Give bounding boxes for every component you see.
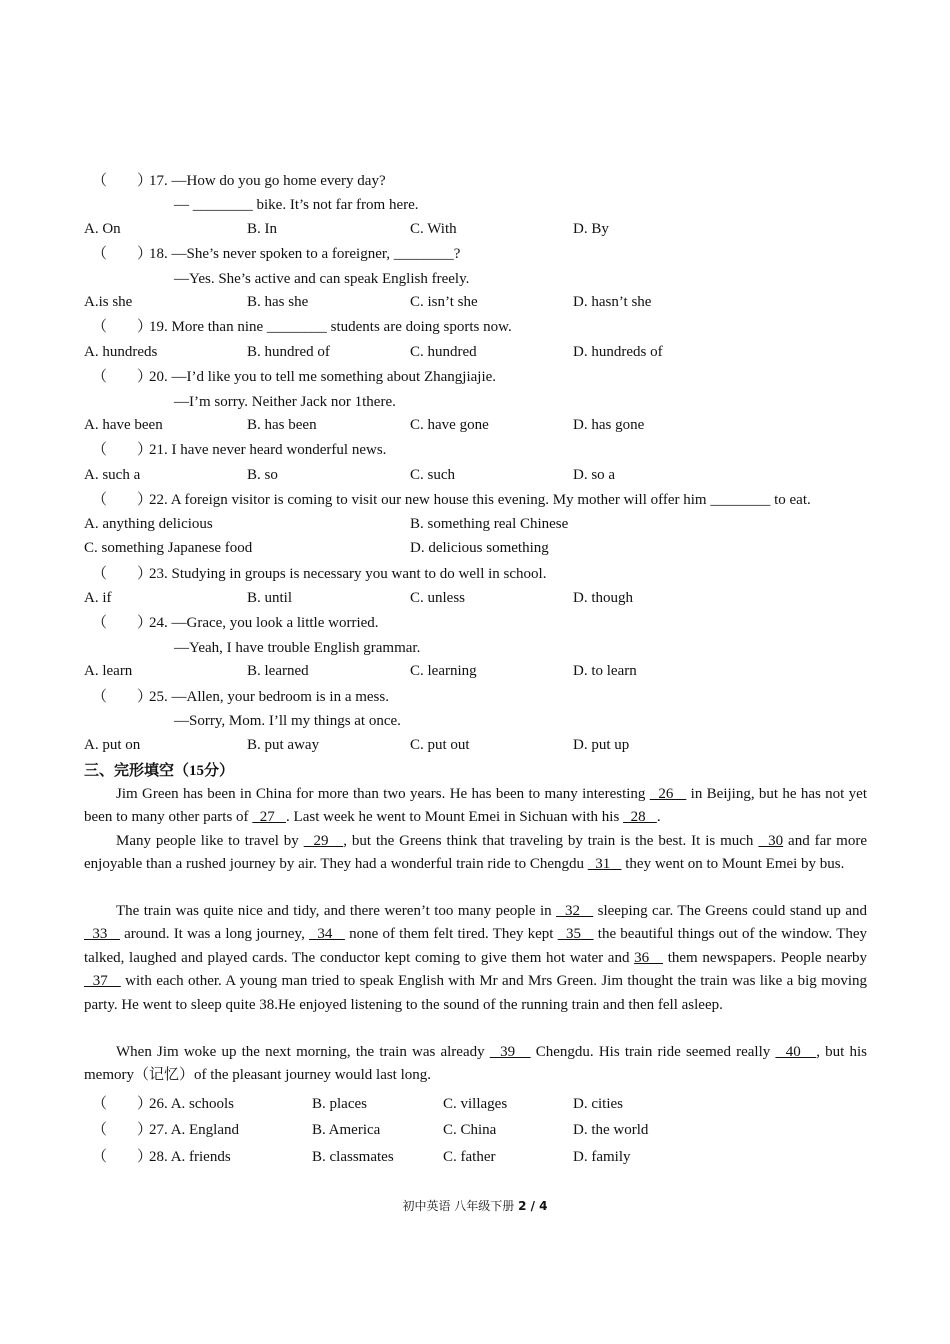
question-25-line2: —Sorry, Mom. I’ll my things at once. — [174, 713, 401, 729]
blank-31: 31 — [587, 856, 622, 873]
cloze-27-b: B. America — [312, 1122, 381, 1138]
answer-paren: （ ） — [92, 369, 153, 385]
cloze-26-a: 26. A. schools — [149, 1096, 235, 1112]
question-22: 22. A foreign visitor is coming to visit our new house this evening. My mother will offer him ________ to eat. — [149, 492, 811, 508]
passage-paragraph-1: Jim Green has been in China for more than two years. He has been to many interesting 26 in Beijing, but he has not yet been to many other parts of 27 . Last week he went to Mount Emei in Sichuan with his 28 . — [84, 786, 867, 826]
option-23-b: B. until — [247, 590, 293, 606]
option-18-a: A.is she — [84, 294, 133, 310]
question-17-line2: — ________ bike. It’s not far from here. — [174, 197, 419, 213]
passage-paragraph-2: Many people like to travel by 29 , but the Greens think that traveling by train is the best. It is much 30 and far more enjoyable than a rushed journey by air. They had a wonderful train ride to Chengdu 31 they went on to Mount Emei by bus. — [84, 833, 867, 873]
cloze-26-d: D. cities — [573, 1096, 623, 1112]
option-19-a: A. hundreds — [84, 344, 158, 360]
question-24-line2: —Yeah, I have trouble English grammar. — [174, 640, 421, 656]
answer-paren: （ ） — [92, 246, 153, 262]
blank-29: 29 — [303, 833, 344, 849]
answer-paren: （ ） — [92, 1122, 153, 1138]
option-24-c: C. learning — [410, 663, 477, 679]
question-21: 21. I have never heard wonderful news. — [149, 442, 387, 458]
blank-37: 37 — [84, 973, 121, 990]
passage-paragraph-4: When Jim woke up the next morning, the train was already 39 Chengdu. His train ride seemed really 40 , but his memory（记忆）of the pleasant journey would last long. — [84, 1044, 867, 1084]
option-24-b: B. learned — [247, 663, 309, 679]
option-23-c: C. unless — [410, 590, 466, 606]
cloze-28-b: B. classmates — [312, 1149, 394, 1165]
option-18-b: B. has she — [247, 294, 309, 310]
option-22-d: D. delicious something — [410, 540, 549, 556]
passage-paragraph-3: The train was quite nice and tidy, and there weren’t too many people in 32 sleeping car. The Greens could stand up and 33 around. It was a long journey, 34 none of them felt tired. They kept 35 the beautiful things out of the window. They talked, laughed and played cards. The conductor kept coming to give them hot water and 36 them newspapers. People nearby 37 with each other. A young man tried to speak English with Mr and Mrs Green. Jim thought the train was like a big moving party. He went to sleep quite 38.He enjoyed listening to the sound of the running train and then fell asleep. — [84, 903, 868, 1013]
blank-40: 40 — [775, 1044, 817, 1060]
option-18-d: D. hasn’t she — [573, 294, 652, 310]
blank-27: 27 — [252, 809, 287, 826]
blank-30: 30 — [758, 833, 784, 849]
option-24-a: A. learn — [84, 663, 133, 679]
option-20-b: B. has been — [247, 417, 317, 433]
question-24: 24. —Grace, you look a little worried. — [149, 615, 379, 631]
option-20-a: A. have been — [84, 417, 163, 433]
option-18-c: C. isn’t she — [410, 294, 478, 310]
cloze-27-d: D. the world — [573, 1122, 649, 1138]
blank-34: 34 — [309, 926, 345, 943]
option-22-a: A. anything delicious — [84, 516, 213, 532]
cloze-26-c: C. villages — [443, 1096, 508, 1112]
option-25-d: D. put up — [573, 737, 630, 753]
blank-28: 28 — [623, 809, 657, 826]
cloze-26-b: B. places — [312, 1096, 367, 1112]
answer-paren: （ ） — [92, 689, 153, 705]
question-18: 18. —She’s never spoken to a foreigner, ________? — [149, 246, 461, 262]
option-25-a: A. put on — [84, 737, 141, 753]
option-21-b: B. so — [247, 467, 278, 483]
option-21-c: C. such — [410, 467, 455, 483]
question-25: 25. —Allen, your bedroom is in a mess. — [149, 689, 389, 705]
answer-paren: （ ） — [92, 566, 153, 582]
question-20: 20. —I’d like you to tell me something about Zhangjiajie. — [149, 369, 497, 385]
answer-paren: （ ） — [92, 615, 153, 631]
option-21-a: A. such a — [84, 467, 141, 483]
option-25-c: C. put out — [410, 737, 470, 753]
answer-paren: （ ） — [92, 442, 153, 458]
cloze-27-c: C. China — [443, 1122, 497, 1138]
page-footer: 初中英语 八年级下册 2 / 4 — [402, 1199, 548, 1213]
option-22-c: C. something Japanese food — [84, 540, 253, 556]
option-23-a: A. if — [84, 590, 112, 606]
option-20-d: D. has gone — [573, 417, 645, 433]
option-17-d: D. By — [573, 221, 609, 237]
blank-35: 35 — [557, 926, 594, 943]
option-19-b: B. hundred of — [247, 344, 330, 360]
answer-paren: （ ） — [92, 1096, 153, 1112]
answer-paren: （ ） — [92, 173, 153, 189]
cloze-28-c: C. father — [443, 1149, 496, 1165]
option-17-b: B. In — [247, 221, 277, 237]
blank-39: 39 — [489, 1044, 531, 1060]
question-20-line2: —I’m sorry. Neither Jack nor 1there. — [174, 394, 396, 410]
question-18-line2: —Yes. She’s active and can speak English freely. — [174, 271, 470, 287]
blank-26: 26 — [649, 786, 687, 802]
option-17-c: C. With — [410, 221, 457, 237]
cloze-27-a: 27. A. England — [149, 1122, 240, 1138]
blank-36: 36 — [634, 949, 664, 966]
answer-paren: （ ） — [92, 492, 153, 508]
option-17-a: A. On — [84, 221, 121, 237]
section-heading-cloze: 三、完形填空（15分） — [84, 761, 235, 779]
option-24-d: D. to learn — [573, 663, 637, 679]
question-19: 19. More than nine ________ students are doing sports now. — [149, 319, 512, 335]
cloze-28-a: 28. A. friends — [149, 1149, 231, 1165]
cloze-28-d: D. family — [573, 1149, 631, 1165]
option-20-c: C. have gone — [410, 417, 489, 433]
option-25-b: B. put away — [247, 737, 320, 753]
blank-33: 33 — [84, 926, 120, 943]
option-22-b: B. something real Chinese — [410, 516, 569, 532]
option-19-c: C. hundred — [410, 344, 477, 360]
option-19-d: D. hundreds of — [573, 344, 663, 360]
answer-paren: （ ） — [92, 1149, 153, 1165]
page-number: 2 / 4 — [518, 1199, 548, 1213]
option-21-d: D. so a — [573, 467, 616, 483]
answer-paren: （ ） — [92, 319, 153, 335]
question-23: 23. Studying in groups is necessary you want to do well in school. — [149, 566, 547, 582]
question-17: 17. —How do you go home every day? — [149, 173, 386, 189]
option-23-d: D. though — [573, 590, 633, 606]
blank-32: 32 — [556, 903, 594, 919]
